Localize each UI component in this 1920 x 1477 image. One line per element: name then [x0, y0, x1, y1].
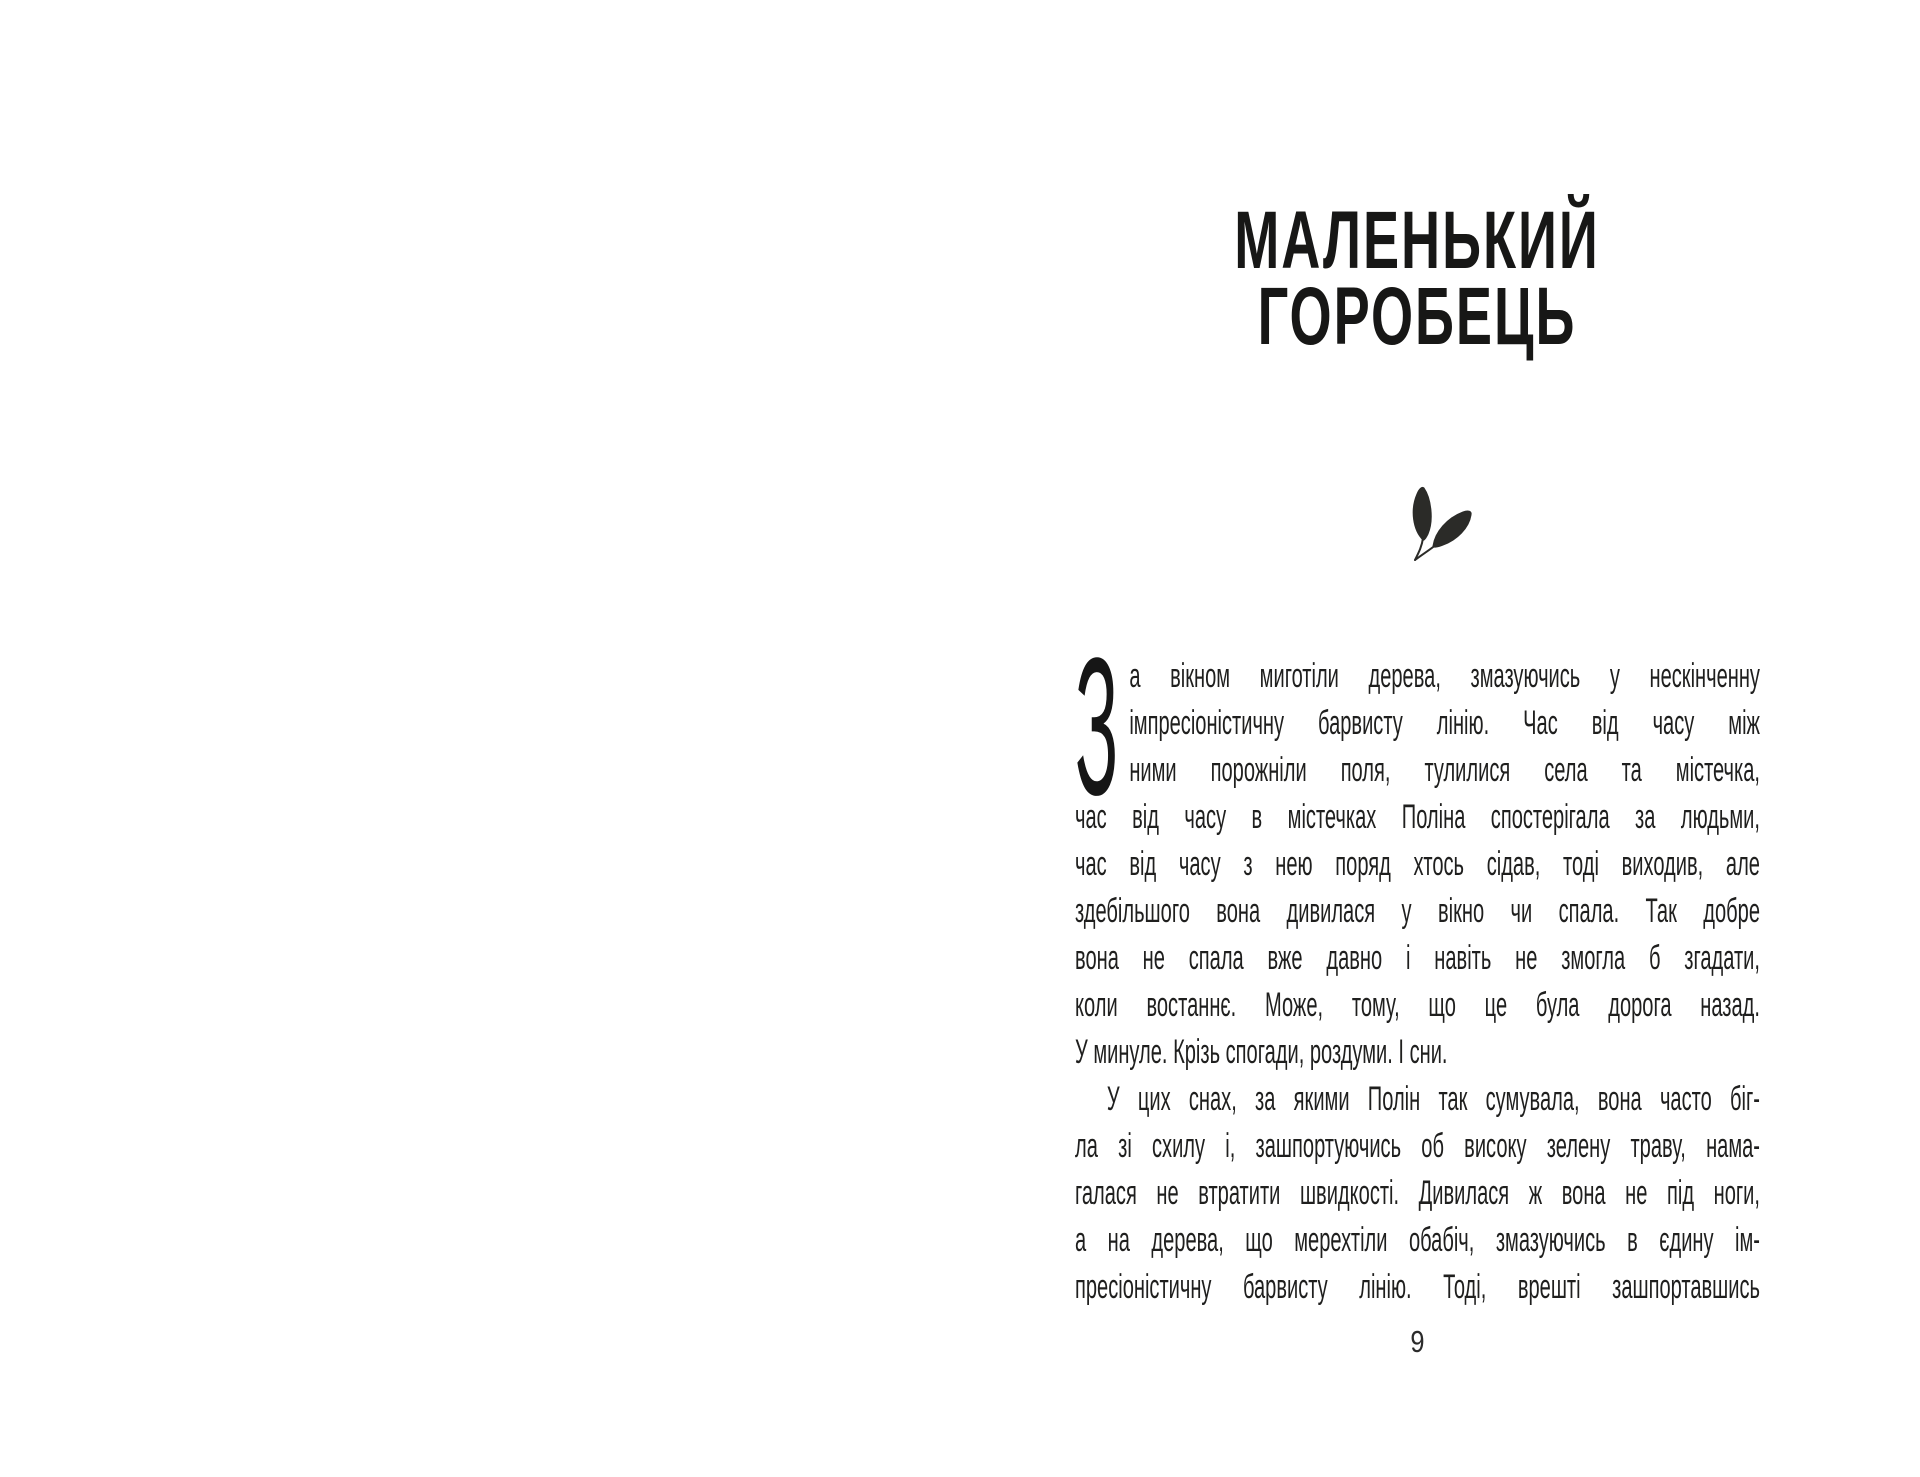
body-text-line: ними порожніли поля, тулилися села та містечка,: [1129, 751, 1760, 789]
chapter-title-line-1: МАЛЕНЬКИЙ: [1234, 195, 1600, 286]
chapter-title: [1186, 195, 1648, 362]
chapter-title-line-2: ГОРОБЕЦЬ: [1257, 271, 1577, 362]
drop-cap-box: [1075, 617, 1129, 836]
body-text-line: пресіоністичну барвисту лінію. Тоді, врешті зашпортавшись: [1075, 1268, 1760, 1306]
body-text-line: галася не втратити швидкості. Дивилася ж вона не під ноги,: [1075, 1174, 1760, 1212]
body-text: [1075, 617, 1760, 1311]
body-text-line: а вікном миготіли дерева, змазуючись у нескінченну: [1129, 657, 1760, 695]
leaf-ornament-icon: [1393, 482, 1483, 564]
body-text-line: вона не спала вже давно і навіть не змогла б згадати,: [1075, 939, 1760, 977]
body-text-line: а на дерева, що мерехтіли обабіч, змазуючись в єдину ім-: [1075, 1221, 1760, 1259]
body-text-line: коли востаннє. Може, тому, що це була дорога назад.: [1075, 986, 1760, 1024]
body-text-line: У цих снах, за якими Полін так сумувала, вона часто біг-: [1106, 1080, 1760, 1118]
body-text-line: ла зі схилу і, зашпортуючись об високу зелену траву, нама-: [1075, 1127, 1760, 1165]
body-text-line: імпресіоністичну барвисту лінію. Час від часу між: [1129, 704, 1760, 742]
body-text-line: здебільшого вона дивилася у вікно чи спала. Так добре: [1075, 892, 1760, 930]
body-text-line: час від часу в містечках Поліна спостерігала за людьми,: [1075, 798, 1760, 836]
body-text-line: час від часу з нею поряд хтось сідав, тоді виходив, але: [1075, 845, 1760, 883]
drop-cap: З: [1075, 617, 1119, 836]
body-text-line: У минуле. Крізь спогади, роздуми. І сни.: [1075, 1033, 1448, 1071]
page-number: 9: [1410, 1324, 1425, 1359]
